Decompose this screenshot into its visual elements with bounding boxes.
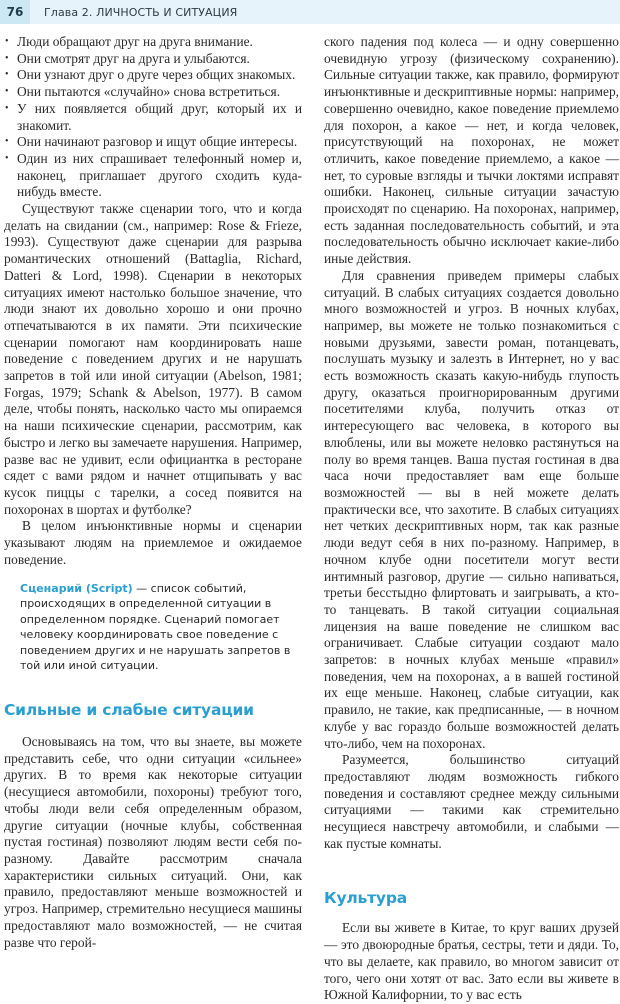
body-paragraph: Для сравнения приведем примеры слабых ситуаций. В слабых ситуациях создается довольно много возможностей и угроз. В ночных клубах, например, вы можете не только познакомиться с новыми друзьями, завести роман, потанцевать, послушать музыку и залезть в Интернет, но у вас есть возможность сказать какую-нибудь глупость другу, оказаться проигнорированным другими посетителями клуба, получить отказ от интересующего вас человека, в которого вы влюблены, или вы можете неловко растянуться на полу во время танцев. Ваша пустая гостиная в два часа ночи предоставляет вам еще больше возможностей — вы в ней можете делать практически все, что захотите. В слабых ситуациях нет четких дескриптивных норм, так как разные люди ведут себя в них по-разному. Например, в ночном клубе одни посетители могут вести интимный разговор, другие — сильно напиваться, третьи бесстыдно флиртовать и заигрывать, а кто-то танцевать. В такой ситуации социальная лицензия на ваше поведение не слишком вас ограничивает. Слабые ситуации создают мало запретов: в ночных клубах меньше «правил» поведения, чем на похоронах, а в вашей гостиной их еще меньше. Наконец, слабые ситуации, как правило, не такие, как предписанные, — в ночном клубе у вас гораздо больше возможностей делать что-либо, чем на похоронах.: [324, 267, 619, 751]
list-item: • Один из них спрашивает телефонный номер и, наконец, приглашает другого сходить куда-нибудь вместе.: [4, 151, 302, 201]
left-column: [4, 34, 302, 951]
definition-text: — список событий, происходящих в определенной ситуации в определенном порядке. Сценарий помогает человеку координировать свое поведение с поведением других и не нарушать запретов в той или иной ситуации.: [20, 581, 291, 673]
body-paragraph: Основываясь на том, что вы знаете, вы можете представить себе, что одни ситуации «сильнее» других. В то время как некоторые ситуации (несущиеся автомобили, похороны) требуют того, чтобы люди вели себя определенным образом, другие ситуации (ночные клубы, собственная пустая гостиная) позволяют людям вести себя по-разному. Давайте рассмотрим сначала характеристики сильных ситуаций. Они, как правило, предоставляют меньше возможностей и угроз. Например, стремительно несущиеся машины предоставляют мало возможностей, — не считая разве что герой-: [4, 734, 302, 950]
list-item: • Они узнают друг о друге через общих знакомых.: [4, 67, 302, 84]
running-header: [0, 0, 620, 24]
body-paragraph: Существуют также сценарии того, что и когда делать на свидании (см., например: Rose & Frieze, 1993). Существуют даже сценарии для разрыва романтических отношений (Battaglia, Richard, Datteri & Lord, 1998). Сценарии в некоторых ситуациях имеют настолько большое значение, что люди знают их довольно хорошо и они прочно отпечатываются в их памяти. Эти психические сценарии помогают нам координировать наше поведение с поведением других и не нарушать запретов в той или иной ситуации (Abelson, 1981; Forgas, 1979; Schank & Abelson, 1977). В самом деле, чтобы понять, насколько часто мы опираемся на наши психические сценарии, рассмотрим, как быстро и легко вы замечаете нарушения. Например, разве вас не удивит, если официантка в ресторане сядет с вами рядом и начнет отщипывать у вас кусок пиццы с тарелки, а сосед появится на похоронах в шортах и футболке?: [4, 201, 302, 517]
page-number: 76: [0, 0, 30, 24]
body-paragraph: Если вы живете в Китае, то круг ваших друзей — это двоюродные братья, сестры, тети и дяди. То, что вы делаете, как правило, во многом зависит от того, чего они хотят от вас. Зато если вы живете в Южной Калифорнии, то у вас есть: [324, 920, 619, 1003]
chapter-title: Глава 2. ЛИЧНОСТЬ И СИТУАЦИЯ: [44, 5, 238, 19]
body-paragraph: В целом инъюнктивные нормы и сценарии указывают людям на приемлемое и ожидаемое поведение.: [4, 518, 302, 567]
list-item: • Они пытаются «случайно» снова встретиться.: [4, 84, 302, 101]
list-item: • Люди обращают друг на друга внимание.: [4, 34, 302, 51]
body-paragraph: ского падения под колеса — и одну совершенно очевидную угрозу (физическому сохранению). Сильные ситуации также, как правило, формируют инъюнктивные и дескриптивные нормы: например, совершенно очевидно, какое поведение приемлемо для похорон, а какое — нет, и когда человек, присутствующий на похоронах, не может отличить, какое поведение приемлемо, а какое — нет, то суровые взгляды и тычки локтями исправят ошибки. Наконец, сильные ситуации зачастую происходят по сценарию. На похоронах, например, есть заданная последовательность событий, и эта последовательность обычно исключает какие-либо иные действия.: [324, 34, 619, 267]
definition-term: Сценарий (Script): [20, 581, 133, 595]
body-paragraph: Разумеется, большинство ситуаций предоставляют людям возможность гибкого поведения и составляют среднее между сильными ситуациями — такими как стремительно несущиеся навстречу автомобили, и слабыми — как пустые комнаты.: [324, 752, 619, 851]
section-heading: Сильные и слабые ситуации: [4, 701, 254, 720]
dating-script-list: [4, 34, 302, 201]
right-column: [324, 34, 619, 1004]
list-item: • У них появляется общий друг, который их и знакомит.: [4, 101, 302, 134]
list-item: • Они смотрят друг на друга и улыбаются.: [4, 51, 302, 68]
list-item: • Они начинают разговор и ищут общие интересы.: [4, 134, 302, 151]
definition-box: [20, 581, 302, 675]
section-heading: Культура: [324, 889, 407, 908]
